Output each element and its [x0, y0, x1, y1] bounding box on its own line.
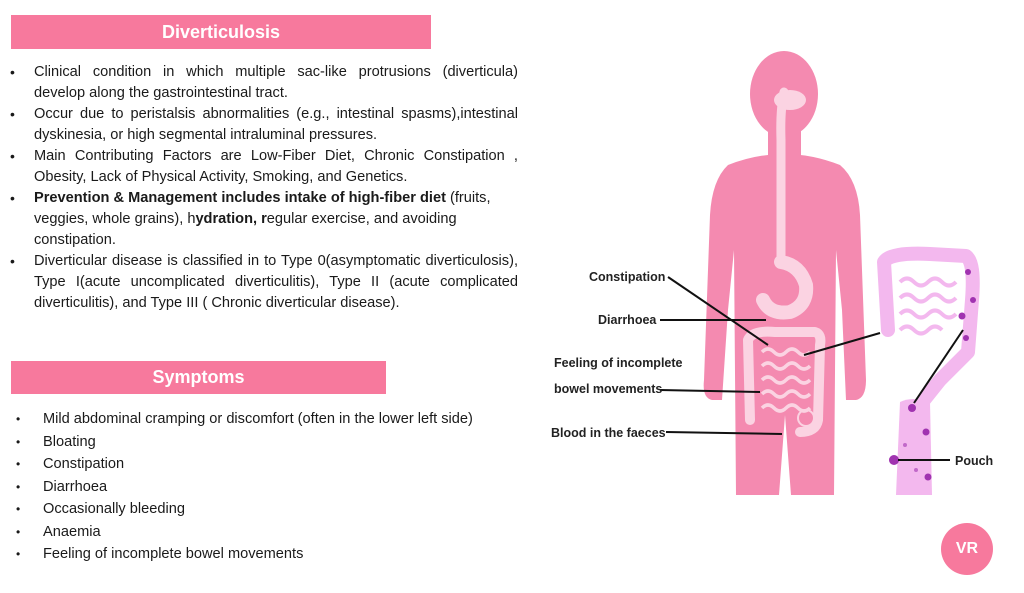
symptom-item: • Bloating — [14, 431, 534, 454]
label-blood: Blood in the faeces — [551, 426, 666, 440]
page-title: Diverticulosis — [11, 15, 431, 49]
label-diarrhoea: Diarrhoea — [598, 313, 657, 327]
label-constipation: Constipation — [589, 270, 666, 284]
symptom-item: • Anaemia — [14, 521, 534, 544]
symptoms-heading: Symptoms — [11, 361, 386, 394]
digestive-system-diagram — [545, 40, 1024, 510]
list-item: • Clinical condition in which multiple sac-like protrusions (diverticula) develop along the gastrointestinal tract. — [10, 62, 518, 104]
label-incomplete-line2: bowel movements — [554, 382, 663, 396]
vr-logo-badge: VR — [941, 523, 993, 575]
mouth-cavity — [774, 90, 806, 110]
prevention-text: (fruits, veggies, whole grains), h — [34, 190, 491, 227]
exercise-text: egular exercise, and avoiding constipation. — [34, 211, 457, 248]
intro-list — [10, 62, 518, 314]
label-incomplete-line1: Feeling of incomplete — [554, 356, 683, 370]
hydration-bold-text: ydration, r — [195, 211, 267, 227]
colon-coils — [900, 279, 956, 334]
colon-detail — [884, 254, 973, 400]
label-pouch: Pouch — [955, 454, 994, 468]
symptom-item: • Occasionally bleeding — [14, 498, 534, 521]
list-item: • Occur due to peristalsis abnormalities (e.g., intestinal spasms),intestinal dyskinesia, or high segmental intraluminal pressures. — [10, 104, 518, 146]
list-item: • Diverticular disease is classified in to Type 0(asymptomatic diverticulosis), Type I(acute uncomplicated diverticulitis), Type II (acute complicated diverticulitis), and Type III ( Chronic diverticular disease). — [10, 251, 518, 314]
prevention-bold-text: Prevention & Management includes intake of high-fiber diet — [34, 190, 446, 206]
symptom-item: • Constipation — [14, 453, 534, 476]
symptom-item: • Diarrhoea — [14, 476, 534, 499]
list-item: • Main Contributing Factors are Low-Fiber Diet, Chronic Constipation , Obesity, Lack of Physical Activity, Smoking, and Genetics. — [10, 146, 518, 188]
list-item-prevention — [10, 188, 518, 251]
symptoms-list — [14, 408, 534, 566]
pouch-segment — [889, 399, 932, 495]
symptom-item: • Mild abdominal cramping or discomfort (often in the lower left side) — [14, 408, 534, 431]
symptom-item: • Feeling of incomplete bowel movements — [14, 543, 534, 566]
